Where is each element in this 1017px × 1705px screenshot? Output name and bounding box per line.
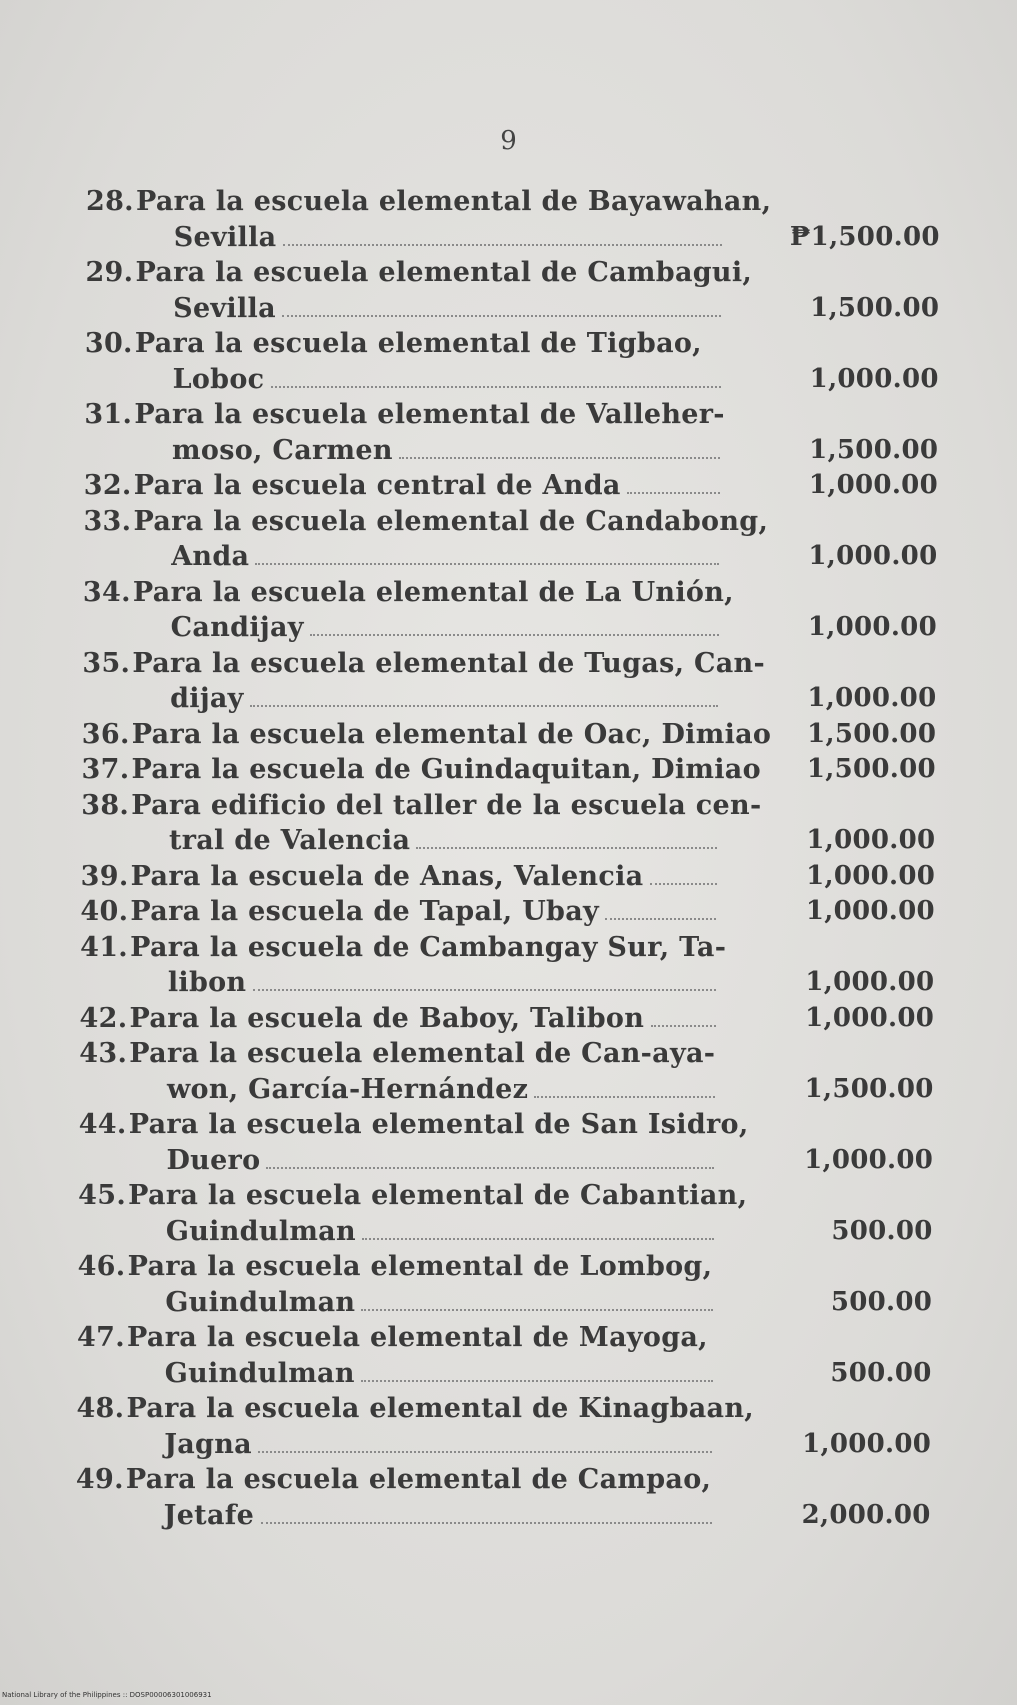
- entry-amount: 500.00: [830, 1357, 932, 1388]
- list-item: [0, 1001, 1017, 1037]
- list-item: [0, 1249, 1017, 1320]
- entry-description: Para la escuela elemental de Kinagbaan,: [126, 1393, 754, 1424]
- leader-dots: [271, 386, 721, 388]
- entry-amount: 1,000.00: [805, 967, 935, 997]
- entry-number: 37.: [81, 754, 130, 785]
- entry-amount: 500.00: [830, 1286, 933, 1317]
- leader-dots: [266, 1167, 714, 1169]
- leader-dots: [282, 315, 721, 317]
- leader-dots: [534, 1096, 715, 1098]
- leader-dots: [253, 989, 716, 991]
- entry-amount: 1,500.00: [807, 718, 937, 749]
- leader-dots: [283, 244, 722, 246]
- entry-amount: 1,000.00: [805, 896, 935, 926]
- entry-amount: 2,000.00: [801, 1499, 931, 1530]
- entry-amount: 1,000.00: [807, 612, 937, 642]
- list-item: [0, 752, 1017, 788]
- entry-description: dijay: [170, 683, 244, 714]
- list-item: [0, 646, 1017, 717]
- entry-description: Para la escuela central de Anda: [133, 470, 621, 501]
- entry-number: 46.: [77, 1251, 126, 1282]
- entry-amount: 1,000.00: [802, 1428, 932, 1459]
- leader-dots: [651, 1025, 716, 1027]
- list-item: [0, 1036, 1017, 1107]
- entry-description: Para la escuela de Cambangay Sur, Ta-: [130, 931, 727, 963]
- page-number: 9: [500, 126, 517, 156]
- list-item: [0, 1320, 1017, 1391]
- entry-description: Para la escuela elemental de Cabantian,: [128, 1180, 748, 1211]
- entry-description: Loboc: [172, 363, 265, 395]
- entry-description: won, García-Hernández: [167, 1073, 529, 1105]
- entry-amount: 1,500.00: [804, 1073, 934, 1104]
- leader-dots: [362, 1238, 714, 1240]
- entry-description: Para edificio del taller de la escuela cen-: [131, 789, 762, 821]
- entry-number: 33.: [83, 505, 132, 537]
- entry-number: 28.: [86, 186, 134, 217]
- list-item: [0, 788, 1017, 859]
- entry-description: Para la escuela elemental de Campao,: [125, 1464, 712, 1495]
- entry-description: libon: [167, 967, 247, 998]
- entry-number: 35.: [82, 647, 131, 679]
- leader-dots: [261, 1522, 712, 1524]
- entry-description: Para la escuela elemental de Can-aya-: [129, 1038, 716, 1069]
- list-item: [0, 1178, 1017, 1249]
- entry-description: Para la escuela elemental de Oac, Dimiao: [131, 718, 772, 750]
- entry-number: 32.: [83, 470, 132, 501]
- entry-amount: 1,000.00: [806, 860, 936, 891]
- entry-description: Guindulman: [164, 1357, 355, 1389]
- list-item: [0, 397, 1017, 468]
- entry-number: 40.: [80, 896, 129, 927]
- entry-amount: 1,000.00: [808, 541, 938, 571]
- entry-amount: 1,500.00: [809, 434, 939, 465]
- entry-amount: 500.00: [831, 1215, 933, 1246]
- entry-description: Para la escuela elemental de Candabong,: [133, 505, 769, 537]
- entry-number: 31.: [84, 399, 133, 430]
- list-item: [0, 859, 1017, 895]
- list-item: [0, 930, 1017, 1001]
- leader-dots: [605, 918, 716, 920]
- list-item: [0, 184, 1017, 255]
- entry-amount: 1,000.00: [806, 825, 936, 855]
- entry-description: Para la escuela de Anas, Valencia: [130, 860, 644, 892]
- entry-description: Para la escuela elemental de Bayawahan,: [136, 186, 772, 217]
- entry-description: moso, Carmen: [172, 434, 393, 466]
- entry-amount: 1,500.00: [806, 754, 936, 784]
- entry-description: Candijay: [170, 612, 304, 643]
- list-item: [0, 255, 1017, 326]
- entry-number: 49.: [75, 1464, 124, 1495]
- list-item: [0, 717, 1017, 753]
- entry-description: Jetafe: [163, 1499, 255, 1531]
- entry-description: Para la escuela elemental de San Isidro,: [128, 1109, 749, 1140]
- entry-description: Para la escuela elemental de Cambagui,: [135, 257, 753, 288]
- list-item: [0, 1107, 1017, 1178]
- list-item: [0, 504, 1017, 575]
- entry-description: Para la escuela elemental de Valleher-: [134, 399, 725, 430]
- entry-amount: 1,500.00: [810, 292, 940, 323]
- entry-number: 30.: [84, 328, 133, 359]
- entry-number: 47.: [77, 1322, 125, 1353]
- entry-amount: 1,000.00: [809, 363, 939, 394]
- entry-description: Sevilla: [173, 221, 277, 253]
- entry-description: Sevilla: [173, 292, 276, 324]
- entry-number: 43.: [79, 1038, 128, 1069]
- leader-dots: [310, 634, 719, 636]
- entry-number: 45.: [78, 1180, 127, 1211]
- leader-dots: [250, 705, 718, 707]
- list-item: [0, 1462, 1017, 1533]
- list-item: [0, 326, 1017, 397]
- entry-number: 42.: [79, 1002, 128, 1034]
- list-item: [0, 1391, 1017, 1462]
- entry-description: Para la escuela de Tapal, Ubay: [130, 896, 600, 927]
- entry-number: 39.: [80, 860, 129, 892]
- entry-description: Para la escuela de Guindaquitan, Dimiao: [131, 754, 761, 785]
- entry-description: Para la escuela elemental de La Unión,: [132, 576, 734, 608]
- list-item: [0, 468, 1017, 504]
- appropriation-list: [0, 184, 1017, 1533]
- leader-dots: [258, 1451, 712, 1453]
- entry-description: Duero: [166, 1144, 261, 1176]
- entry-description: Guindulman: [165, 1215, 356, 1247]
- entry-description: Guindulman: [165, 1286, 356, 1318]
- entry-number: 36.: [81, 718, 130, 750]
- entry-number: 29.: [85, 257, 134, 288]
- leader-dots: [399, 457, 720, 459]
- entry-number: 41.: [80, 931, 128, 963]
- entry-description: tral de Valencia: [168, 825, 411, 856]
- entry-number: 38.: [81, 789, 130, 821]
- entry-description: Anda: [171, 541, 250, 572]
- entry-amount: ₱1,500.00: [789, 221, 940, 252]
- leader-dots: [255, 563, 719, 565]
- leader-dots: [361, 1309, 713, 1311]
- list-item: [0, 575, 1017, 646]
- entry-description: Para la escuela elemental de Tigbao,: [134, 328, 702, 359]
- entry-description: Para la escuela elemental de Tugas, Can-: [132, 647, 765, 679]
- entry-description: Para la escuela de Baboy, Talibon: [129, 1002, 645, 1034]
- leader-dots: [627, 492, 720, 494]
- list-item: [0, 894, 1017, 930]
- entry-description: Para la escuela elemental de Lombog,: [127, 1251, 713, 1282]
- leader-dots: [416, 847, 717, 849]
- leader-dots: [650, 883, 717, 885]
- leader-dots: [361, 1380, 713, 1382]
- entry-amount: 1,000.00: [807, 683, 937, 713]
- entry-description: Para la escuela elemental de Mayoga,: [127, 1322, 708, 1353]
- entry-number: 48.: [76, 1393, 125, 1424]
- scan-reference: National Library of the Philippines :: DOSP00006301006931: [2, 1691, 212, 1699]
- entry-amount: 1,000.00: [805, 1002, 935, 1033]
- entry-number: 44.: [78, 1109, 127, 1140]
- entry-description: Jagna: [164, 1428, 252, 1460]
- entry-amount: 1,000.00: [808, 470, 938, 500]
- entry-number: 34.: [82, 576, 131, 608]
- entry-amount: 1,000.00: [804, 1144, 934, 1175]
